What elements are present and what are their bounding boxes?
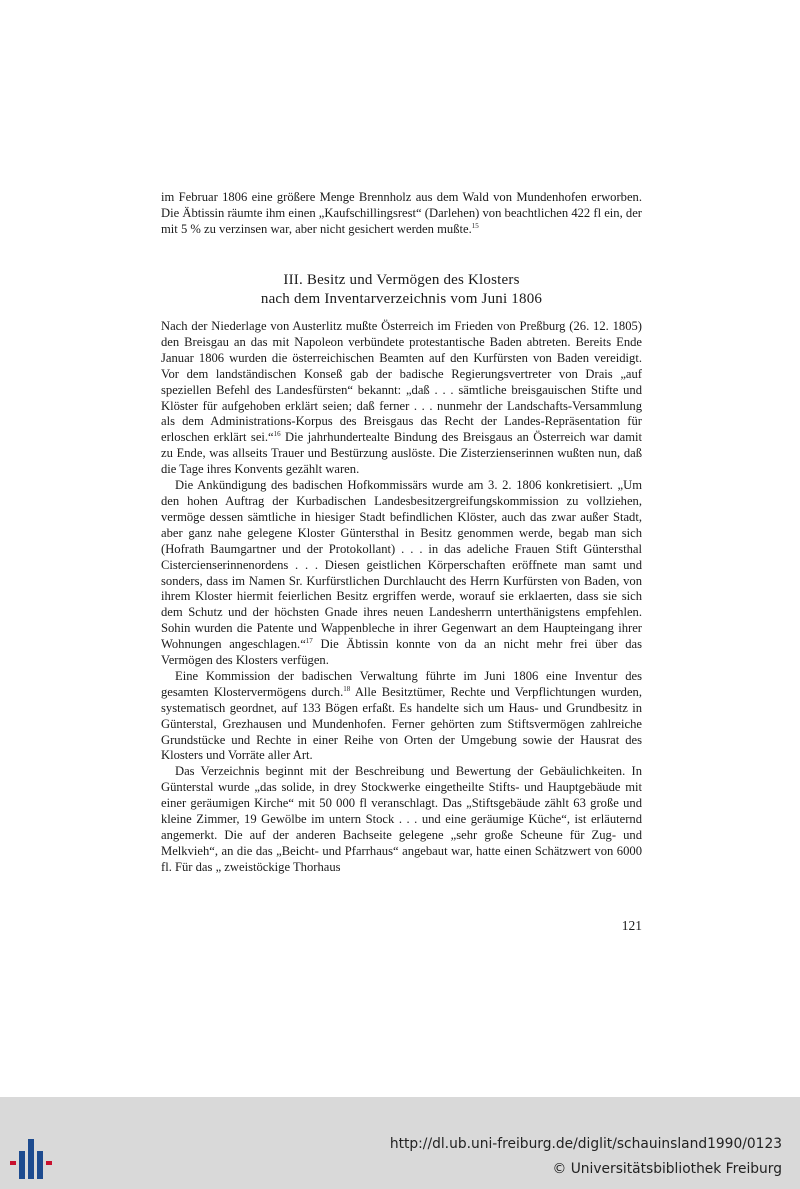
page-number: 121 xyxy=(621,918,642,933)
library-logo-icon xyxy=(10,1139,52,1179)
footnote-ref: 18 xyxy=(343,684,351,693)
paragraph-text: im Februar 1806 eine größere Menge Brennholz aus dem Wald von Mundenhofen erworben. Die Äbtissin räumte ihm einen „Kaufschillingsrest“ (Darlehen) von beachtlichen 422 fl ein, der mit 5 % zu verzinsen war, aber nicht gesichert werden mußte. xyxy=(161,190,642,236)
footer-bar xyxy=(0,1097,800,1189)
body-text xyxy=(161,319,642,876)
copyright-notice: © Universitätsbibliothek Freiburg xyxy=(552,1161,782,1177)
heading-line-1: III. Besitz und Vermögen des Klosters xyxy=(283,272,520,288)
footnote-ref: 17 xyxy=(305,637,313,646)
source-url[interactable]: http://dl.ub.uni-freiburg.de/diglit/schauinsland1990/0123 xyxy=(389,1136,782,1152)
footnote-ref: 16 xyxy=(273,430,281,439)
paragraph-4: Das Verzeichnis beginnt mit der Beschreibung und Bewertung der Gebäulichkeiten. In Günterstal wurde „das solide, in drey Stockwerke eingetheilte Stifts- und Hauptgebäude mit einer geräumigen Kirche“ mit 50 000 fl veranschlagt. Das „Stiftsgebäude zählt 63 große und kleine Zimmer, 19 Gewölbe im untern Stock . . . und eine geräumige Küche“, ist erläuternd angemerkt. Die auf der anderen Bachseite gelegene „sehr große Scheune für Zug- und Melkvieh“, an die das „Beicht- und Pfarrhaus“ angebaut war, hatte einen Schätzwert von 6000 fl. Für das „ zweistöckige Thorhaus xyxy=(161,764,642,874)
intro-paragraph xyxy=(161,190,642,238)
footnote-ref: 15 xyxy=(471,221,479,230)
heading-line-2: nach dem Inventarverzeichnis vom Juni 1806 xyxy=(260,291,543,307)
paragraph-1: Nach der Niederlage von Austerlitz mußte Österreich im Frieden von Preßburg (26. 12. 1805) den Breisgau an das mit Napoleon verbündete protestantische Baden abtreten. Bereits Ende Januar 1806 wurden die österreichischen Beamten auf den Kurfürsten von Baden vereidigt. Vor dem landständischen Konseß gab der badische Regierungsvertreter von Drais „auf speziellen Befehl des Landesfürsten“ bekannt: „daß . . . sämtliche breisgauischen Stifte und Klöster für aufgehoben erklärt seien; daß ferner . . . nunmehr der Landschafts-Versammlung als dem Administrations-Korpus des Breisgaus das Recht der Landes-Repräsentation für erloschen erklärt sei.“$^{16}$ Die jahrhundertealte Bindung des Breisgaus an Österreich war damit zu Ende, was allseits Trauer und Bestürzung auslöste. Die Zisterzienserinnen wußten nun, daß die Tage ihres Konvents gezählt waren. xyxy=(161,319,642,477)
paragraph-2: Die Ankündigung des badischen Hofkommissärs wurde am 3. 2. 1806 konkretisiert. „Um den hohen Auftrag der Kurbadischen Landesbesitzergreifungskommission zu vollziehen, vermöge dessen sämtliche in hiesiger Stadt befindlichen Klöster, auch das zwar außer Stadt, aber ganz nahe gelegene Kloster Güntersthal in Besitz genommen werde, begab man sich (Hofrath Baumgartner und der Protokollant) . . . in das adeliche Frauen Stift Güntersthal Cistercienserinnenordens . . . Diesen geistlichen Körperschaften eröffnete man samt und sonders, dass im Namen Sr. Kurfürstlichen Durchlaucht des Herrn Kurfürsten von Baden, von ihrem Kloster hiermit feierlichen Besitz ergriffen werde, worauf sie erklaerten, dass sie sich dem Schutz und der höchsten Gnade ihres neuen Landesherrn unterthänigstens empfehlen. Sohin wurden die Patente und Wappenbleche in ihrer Gegenwart an dem Haupteingang ihrer Wohnungen angeschlagen.“$^{17}$ Die Äbtissin konnte von da an nicht mehr frei über das Vermögen des Klosters verfügen. xyxy=(161,478,642,668)
section-heading xyxy=(161,271,642,309)
paragraph-3: Eine Kommission der badischen Verwaltung führte im Juni 1806 eine Inventur des gesamten Klostervermögens durch.$^{18}$ Alle Besitztümer, Rechte und Verpflichtungen wurden, systematisch geordnet, auf 133 Bögen erfaßt. Es handelte sich um Haus- und Grundbesitz in Günterstal, Grezhausen und Mundenhofen. Ferner gehörten zum Stiftsvermögen zahlreiche Grundstücke und Rechte in einer Reihe von Orten der Umgebung sowie der Hausrat des Klosters und Vorräte aller Art. xyxy=(161,668,642,763)
